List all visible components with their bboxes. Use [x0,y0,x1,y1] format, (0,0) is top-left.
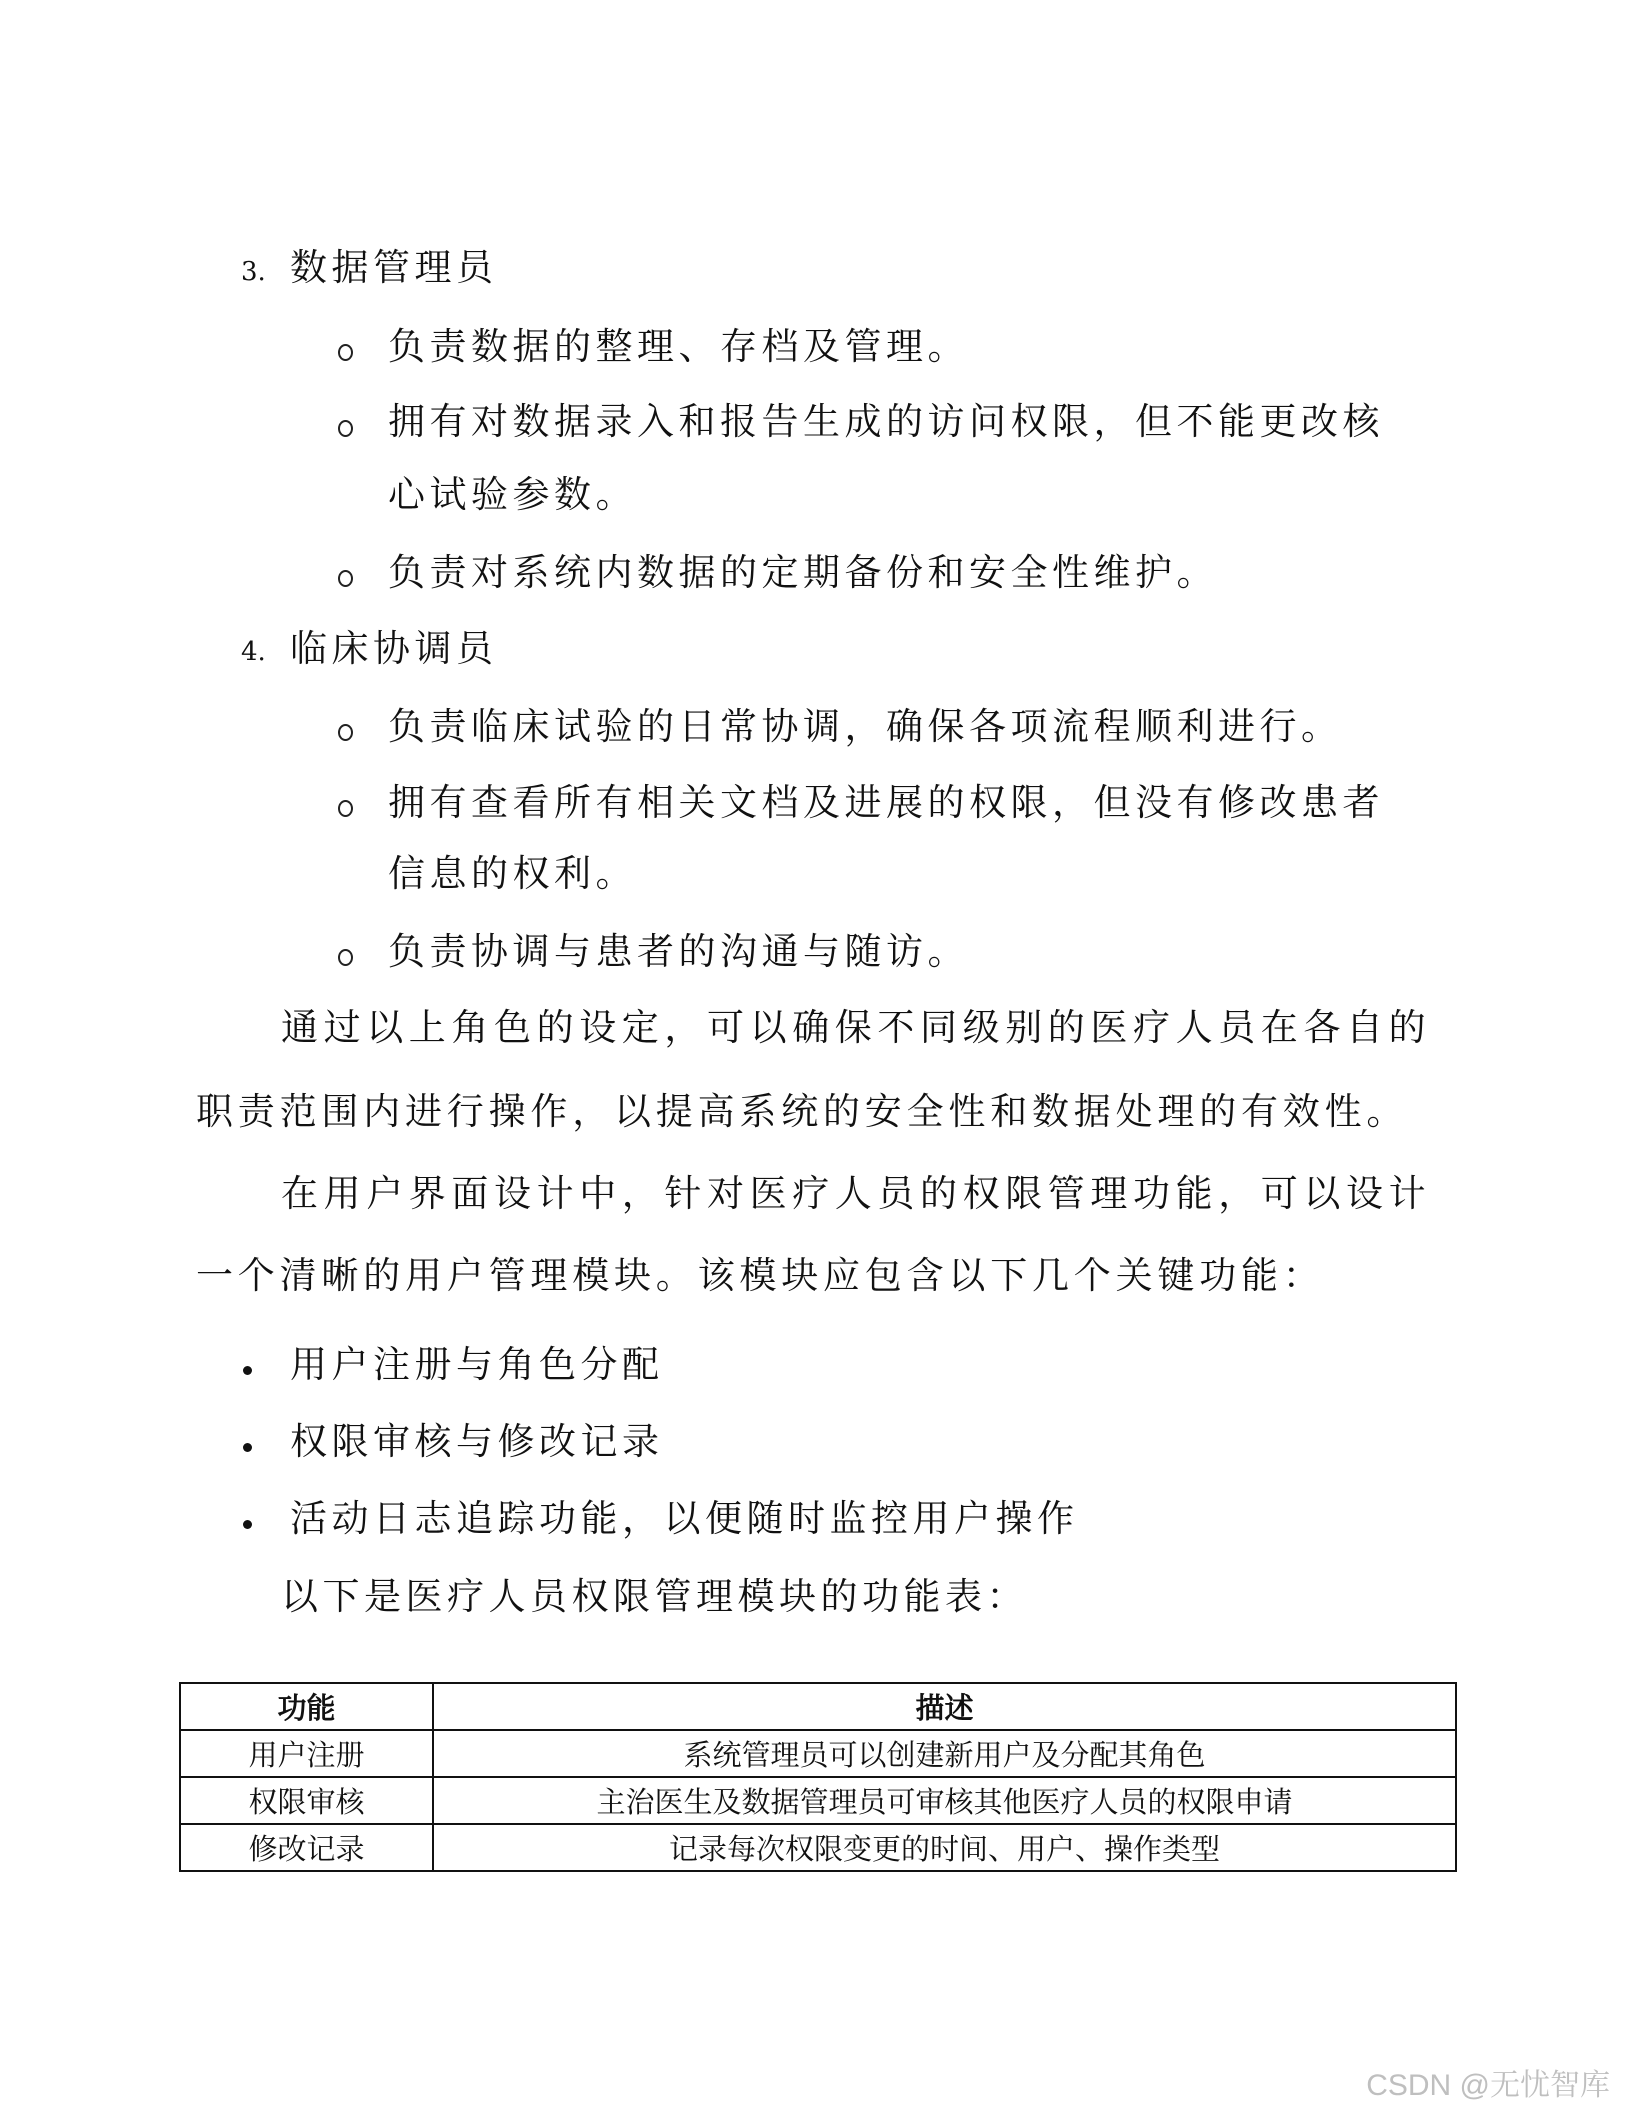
cell-function: 用户注册 [180,1730,433,1777]
list-item: 拥有查看所有相关文档及进展的权限，但没有修改患者 [388,781,1384,824]
section-title: 临床协调员 [290,627,498,670]
list-item: 负责临床试验的日常协调，确保各项流程顺利进行。 [388,705,1343,748]
bullet-icon [243,1443,252,1452]
list-item: 拥有对数据录入和报告生成的访问权限，但不能更改核 [388,400,1384,443]
bullet-icon [243,1520,252,1529]
watermark: CSDN @无忧智库 [1366,2069,1610,2102]
list-item: 负责协调与患者的沟通与随访。 [388,930,969,973]
header-function: 功能 [180,1683,433,1730]
list-item: 负责对系统内数据的定期备份和安全性维护。 [388,551,1218,594]
cell-description: 主治医生及数据管理员可审核其他医疗人员的权限申请 [433,1777,1456,1824]
function-table [179,1682,1457,1872]
cell-function: 权限审核 [180,1777,433,1824]
section-number: 4. [241,637,266,667]
table-row [180,1824,1456,1871]
section-title: 数据管理员 [290,246,498,289]
paragraph-line: 在用户界面设计中，针对医疗人员的权限管理功能，可以设计 [281,1172,1432,1215]
bullet-item: 活动日志追踪功能，以便随时监控用户操作 [290,1497,1079,1540]
list-item-continuation: 心试验参数。 [388,473,637,516]
list-item-continuation: 信息的权利。 [388,852,637,895]
list-item: 负责数据的整理、存档及管理。 [388,325,969,368]
circle-bullet-icon [338,949,353,966]
circle-bullet-icon [338,724,353,741]
circle-bullet-icon [338,420,353,437]
bullet-item: 用户注册与角色分配 [290,1343,664,1386]
cell-description: 系统管理员可以创建新用户及分配其角色 [433,1730,1456,1777]
header-description: 描述 [433,1683,1456,1730]
table-row [180,1777,1456,1824]
table-header-row [180,1683,1456,1730]
circle-bullet-icon [338,344,353,361]
bullet-item: 权限审核与修改记录 [290,1420,664,1463]
paragraph-line: 一个清晰的用户管理模块。该模块应包含以下几个关键功能： [196,1254,1325,1297]
circle-bullet-icon [338,570,353,587]
paragraph-line: 职责范围内进行操作，以提高系统的安全性和数据处理的有效性。 [196,1090,1409,1133]
bullet-icon [243,1366,252,1375]
table-row [180,1730,1456,1777]
table-intro: 以下是医疗人员权限管理模块的功能表： [281,1575,1028,1618]
cell-description: 记录每次权限变更的时间、用户、操作类型 [433,1824,1456,1871]
section-number: 3. [241,257,266,287]
cell-function: 修改记录 [180,1824,433,1871]
circle-bullet-icon [338,800,353,817]
paragraph-line: 通过以上角色的设定，可以确保不同级别的医疗人员在各自的 [281,1006,1432,1049]
